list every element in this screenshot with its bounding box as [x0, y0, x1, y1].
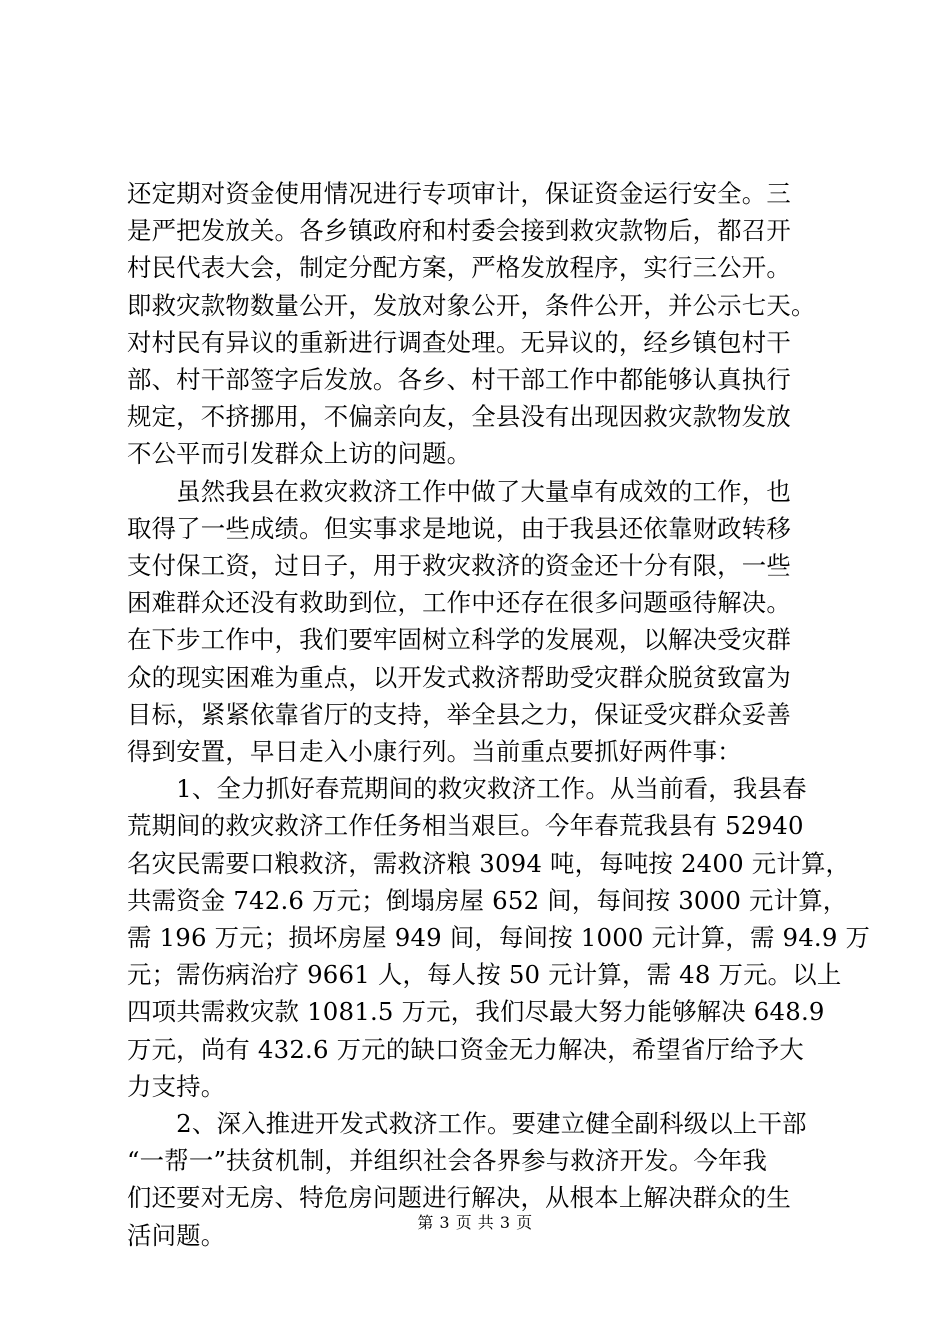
text-line: 名灾民需要口粮救济，需救济粮 3094 吨，每吨按 2400 元计算，: [127, 848, 851, 878]
paragraph-spring-relief: [127, 770, 871, 1105]
text-line: 取得了一些成绩。但实事求是地说，由于我县还依靠财政转移: [127, 513, 791, 543]
document-body: [127, 175, 871, 1254]
text-line: 众的现实困难为重点，以开发式救济帮助受灾群众脱贫致富为: [127, 662, 791, 692]
paragraph-problems-and-goals: [127, 473, 862, 771]
text-line: 是严把发放关。各乡镇政府和村委会接到救灾款物后，都召开: [127, 216, 791, 246]
text-line: 万元，尚有 432.6 万元的缺口资金无力解决，希望省厅给予大: [127, 1034, 804, 1064]
paragraph-audit-and-distribution: [127, 175, 862, 473]
text-line: 在下步工作中，我们要牢固树立科学的发展观，以解决受灾群: [127, 625, 791, 655]
text-line: 四项共需救灾款 1081.5 万元，我们尽最大努力能够解决 648.9: [127, 997, 825, 1027]
page-footer: [0, 1213, 950, 1233]
text-line: 即救灾款物数量公开，发放对象公开，条件公开，并公示七天。: [127, 290, 816, 320]
text-line: 不公平而引发群众上访的问题。: [127, 439, 472, 469]
text-line: “一帮一”扶贫机制，并组织社会各界参与救济开发。今年我: [127, 1146, 768, 1176]
text-line: 荒期间的救灾救济工作任务相当艰巨。今年春荒我县有 52940: [127, 811, 804, 841]
text-line: 规定，不挤挪用，不偏亲向友，全县没有出现因救灾款物发放: [127, 402, 791, 432]
text-line: 虽然我县在救灾救济工作中做了大量卓有成效的工作，也: [127, 476, 791, 506]
text-line: 共需资金 742.6 万元；倒塌房屋 652 间，每间按 3000 元计算，: [127, 885, 848, 915]
text-line: 1、全力抓好春荒期间的救灾救济工作。从当前看，我县春: [127, 774, 807, 804]
text-line: 需 196 万元；损坏房屋 949 间，每间按 1000 元计算，需 94.9 万: [127, 923, 871, 953]
page-number-label: 第 3 页 共 3 页: [417, 1213, 533, 1232]
text-line: 部、村干部签字后发放。各乡、村干部工作中都能够认真执行: [127, 365, 791, 395]
text-line: 得到安置，早日走入小康行列。当前重点要抓好两件事：: [127, 737, 742, 767]
text-line: 力支持。: [127, 1071, 226, 1101]
text-line: 对村民有异议的重新进行调查处理。无异议的，经乡镇包村干: [127, 327, 791, 357]
text-line: 活问题。: [127, 1220, 226, 1250]
text-line: 村民代表大会，制定分配方案，严格发放程序，实行三公开。: [127, 253, 791, 283]
text-line: 困难群众还没有救助到位，工作中还存在很多问题亟待解决。: [127, 588, 791, 618]
text-line: 目标，紧紧依靠省厅的支持，举全县之力，保证受灾群众妥善: [127, 699, 791, 729]
text-line: 们还要对无房、特危房问题进行解决，从根本上解决群众的生: [127, 1183, 791, 1213]
text-line: 还定期对资金使用情况进行专项审计，保证资金运行安全。三: [127, 179, 791, 208]
text-line: 2、深入推进开发式救济工作。要建立健全副科级以上干部: [127, 1109, 807, 1139]
text-line: 元；需伤病治疗 9661 人，每人按 50 元计算，需 48 万元。以上: [127, 960, 842, 990]
text-line: 支付保工资，过日子，用于救灾救济的资金还十分有限，一些: [127, 551, 791, 581]
